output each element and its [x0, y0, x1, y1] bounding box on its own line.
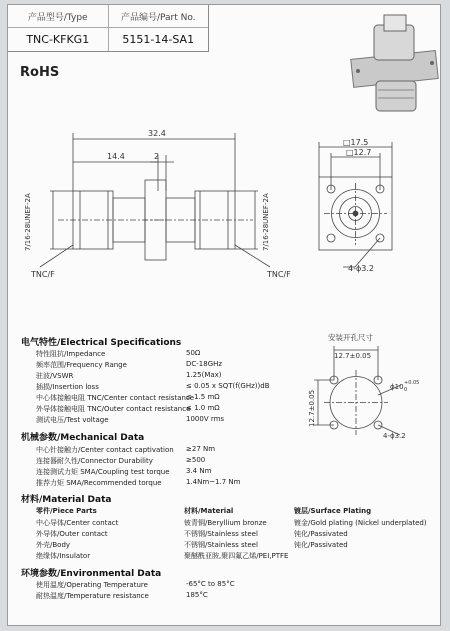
mechanical-section-title: 机械参数/Mechanical Data — [21, 433, 145, 443]
cutout-width-dim: 12.7±0.05 — [334, 352, 372, 360]
type-value: TNC-KFKG1 — [26, 33, 90, 46]
dim-flange-size: □17.5 — [343, 138, 369, 147]
cutout-bore-tol: +0.05 — [404, 380, 420, 386]
dim-flange-offset: 14.4 — [107, 152, 125, 161]
cutout-holes-dim: 4-ϕ3.2 — [383, 432, 406, 440]
callout-right: TNC/F — [267, 270, 291, 279]
svg-text:0: 0 — [404, 387, 408, 393]
dim-overall-length: 32.4 — [148, 129, 166, 138]
dim-hole-spacing: □12.7 — [346, 148, 372, 157]
datasheet: 产品型号/Type 产品编号/Part No. TNC-KFKG1 5151-14-SA1 RoHS 32.4 14.4 2 □17.5 □12.7 4-ϕ3.2 TNC/F TNC/F 安装开孔尺寸 12.7±0.05 ϕ10 +0.05 0 4-ϕ3.2 7/16-28UNEF-2A 7/16-28UNEF-2A 12.7±0.05 电气特性/Electrical Specifications 特性阻抗/Impedance 50Ω 频率范围/Frequency Range DC-18GHz 驻波/VSWR 1.25(Max) 插损/Insertion loss ≤ 0.05 x SQT(f(GHz))dB 中心体接触电阻 TNC/Center contact resistance ≤ 1.5 mΩ 外导体接触电阻 TNC/Outer contact resistance ≤ 1.0 mΩ 测试电压/Test voltage 1000V rms 机械参数/Mechanical Data 中心针接触力/Center contact captivation ≥27 Nm 连接器耐久性/Connector Durability ≥500 连接测试力矩 SMA/Coupling test torque 3.4 Nm 推荐力矩 SMA/Recommended torque 1.4Nm~1.7 Nm 材料/Material Data 零件/Piece Parts 材料/Material 镀层/Surface Plating 中心导体/Center contact 铍青铜/Beryllium bronze 镀金/Gold plating (Nickel underplated) 外导体/Outer contact 不锈钢/Stainless steel 钝化/Passivated 外壳/Body 不锈钢/Stainless steel 钝化/Passivated 绝缘体/Insulator 聚醚酰亚胺,聚四氟乙烯/PEI,PTFE 环境参数/Environmental Data 使用温度/Operating Temperature -65°C to 85°C 耐热温度/Temperature resistance 185°C — [7, 4, 441, 626]
cutout-height-dim: 12.7±0.05 — [308, 389, 316, 427]
dim-mount-holes: 4-ϕ3.2 — [348, 264, 374, 273]
front-view-drawing — [319, 142, 392, 267]
callout-left: TNC/F — [31, 270, 55, 279]
part-no-header: 产品编号/Part No. — [108, 5, 209, 27]
rohs-label: RoHS — [20, 65, 60, 80]
dim-flange-thickness: 2 — [154, 152, 160, 161]
electrical-section-title: 电气特性/Electrical Specifications — [21, 338, 182, 348]
product-photo — [351, 15, 438, 111]
cutout-title: 安装开孔尺寸 — [328, 333, 373, 342]
part-no-value: 5151-14-SA1 — [108, 28, 209, 51]
thread-label-right: 7/16-28UNEF-2A — [262, 193, 270, 251]
type-header: 产品型号/Type — [27, 12, 88, 23]
thread-label-left: 7/16-28UNEF-2A — [24, 193, 32, 251]
environmental-section-title: 环境参数/Environmental Data — [21, 569, 162, 579]
material-section-title: 材料/Material Data — [21, 495, 112, 505]
cutout-bore-dim: ϕ10 — [390, 383, 404, 391]
